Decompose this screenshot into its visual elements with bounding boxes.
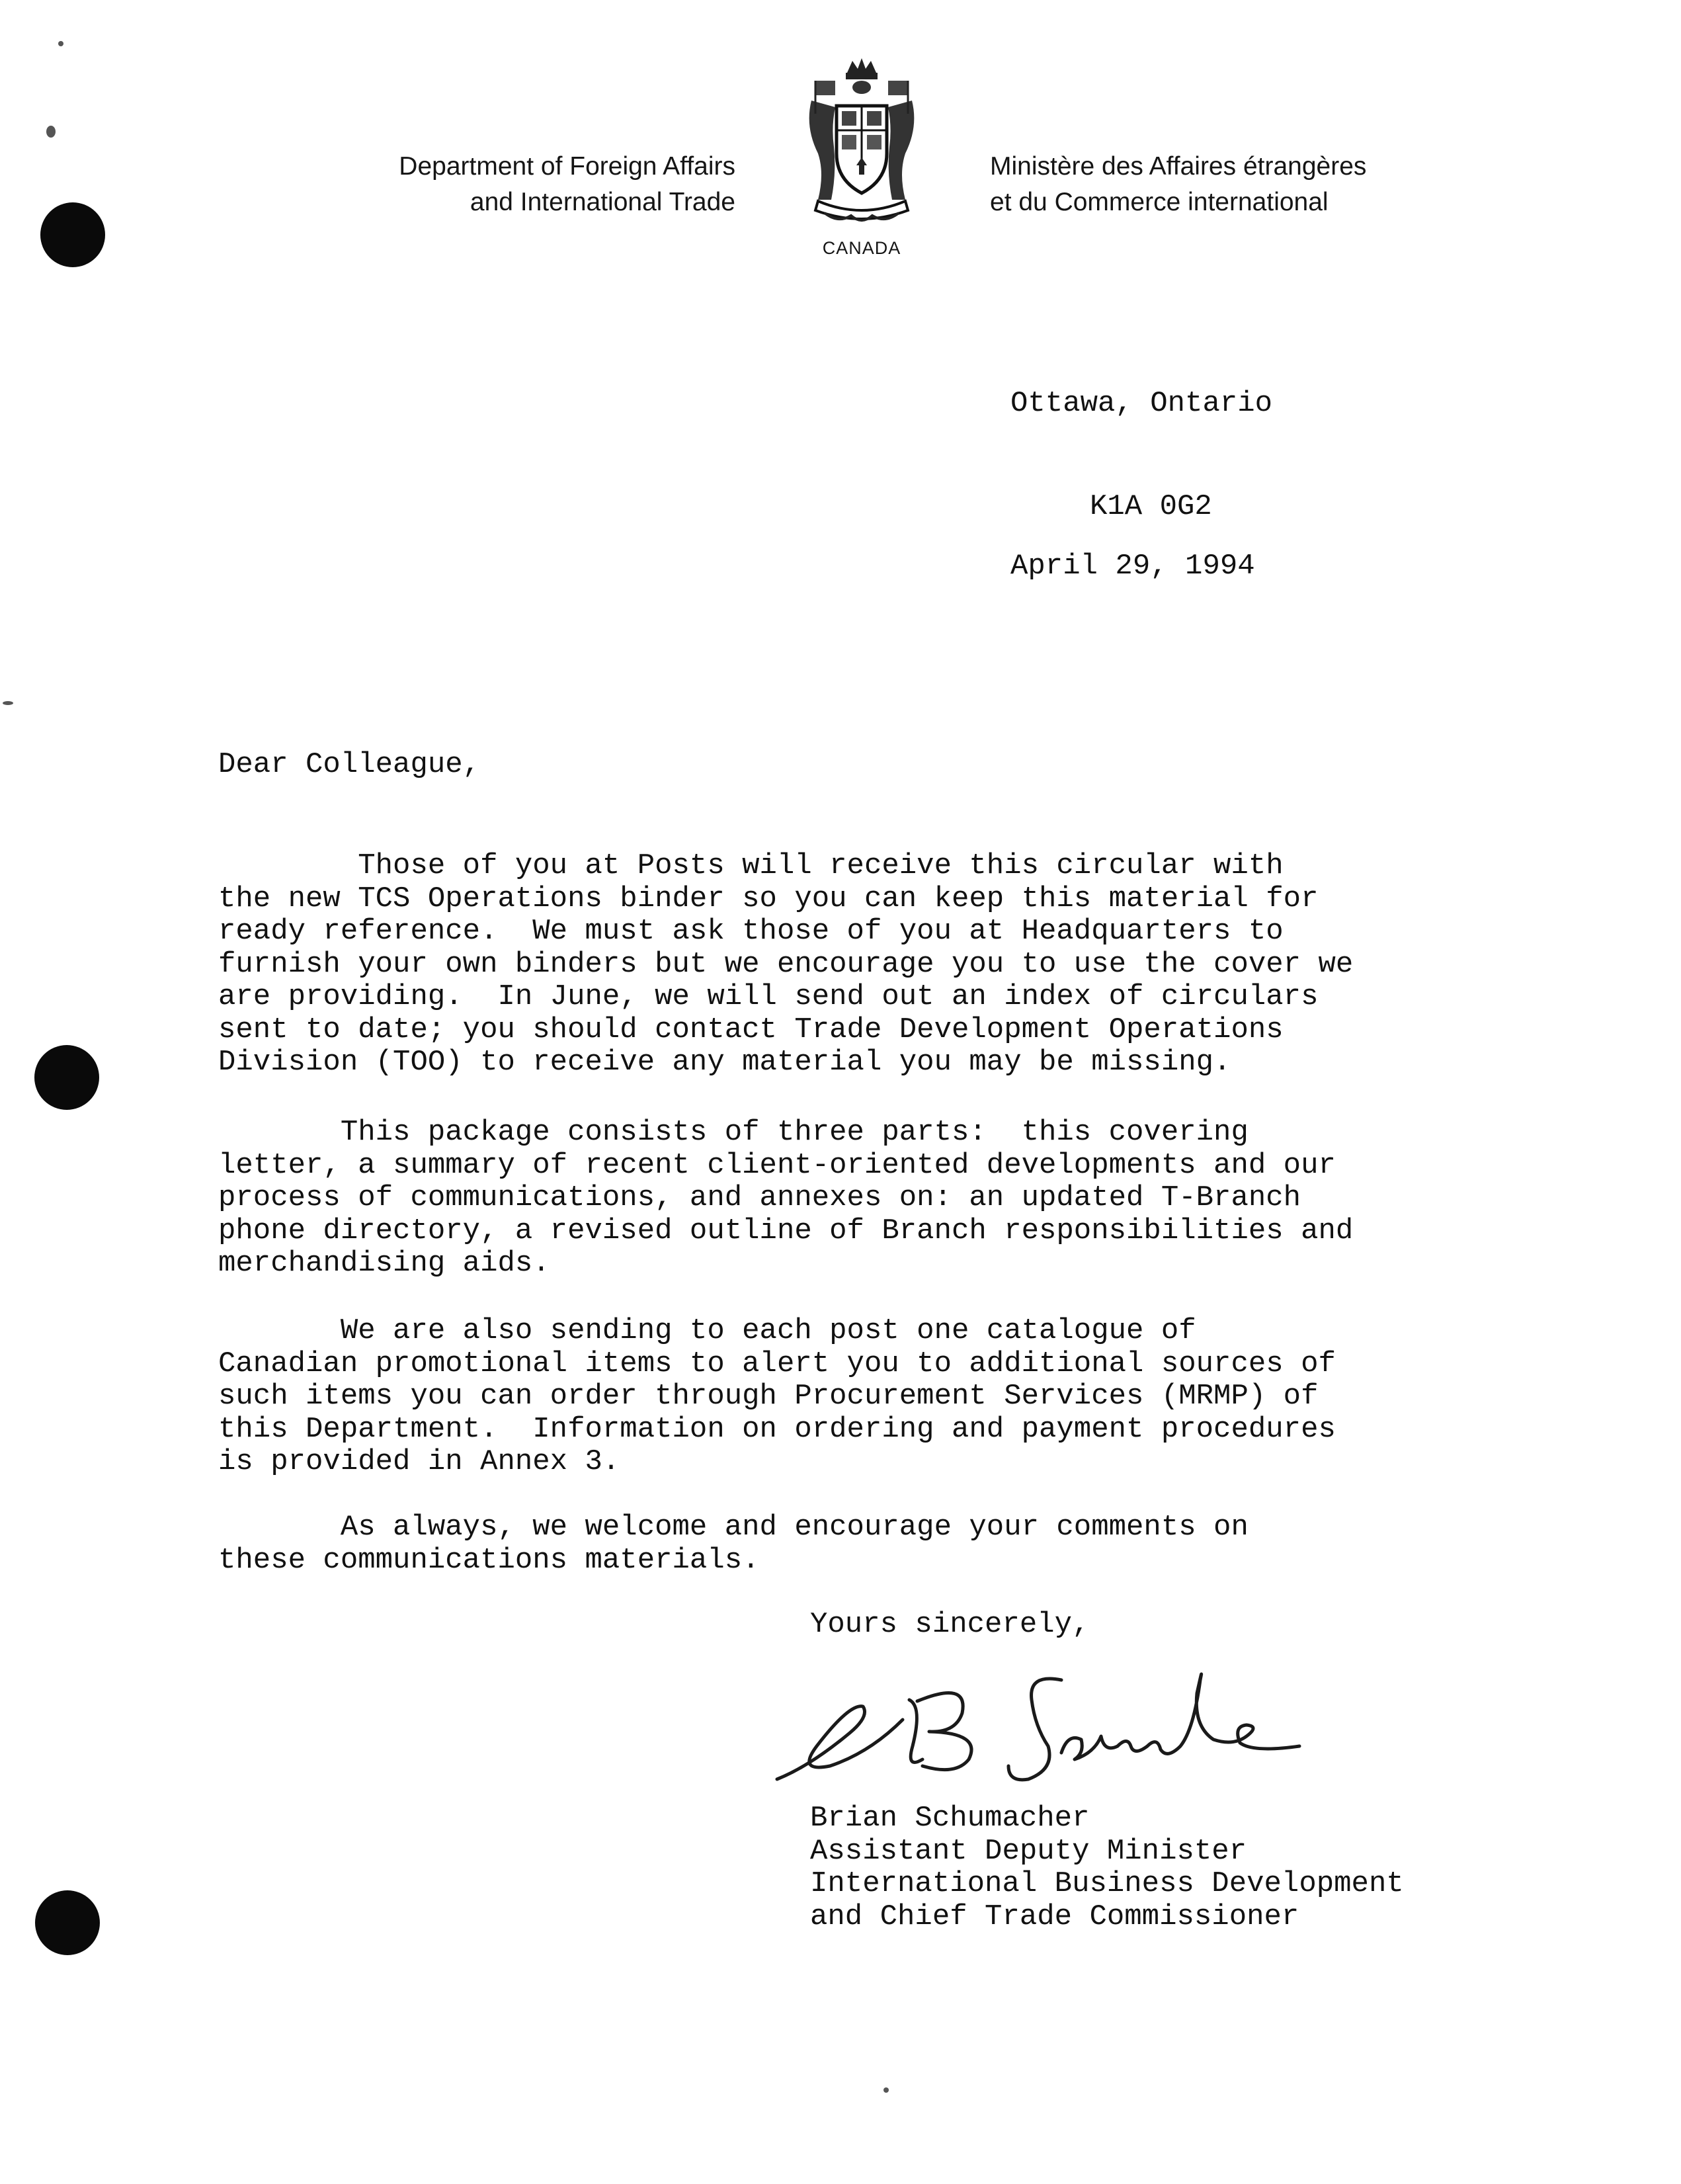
address-line-2: K1A 0G2	[1090, 490, 1212, 523]
punch-hole-bottom	[35, 1890, 100, 1955]
paragraph-line: is provided in Annex 3.	[218, 1445, 620, 1478]
body-paragraph-4	[218, 1511, 1508, 1577]
coat-of-arms-icon	[798, 54, 925, 228]
paragraph-line: sent to date; you should contact Trade Development Operations	[218, 1013, 1284, 1046]
paragraph-line: these communications materials.	[218, 1543, 760, 1577]
signatory-title-line: and Chief Trade Commissioner	[810, 1900, 1299, 1933]
crest-caption: CANADA	[822, 238, 901, 258]
punch-hole-top	[40, 202, 105, 267]
punch-hole-middle	[34, 1045, 99, 1110]
paragraph-line: such items you can order through Procurement Services (MRMP) of	[218, 1380, 1319, 1413]
department-name-english	[399, 149, 735, 220]
paragraph-line: furnish your own binders but we encourage you to use the cover we	[218, 947, 1354, 981]
signatory-block	[810, 1802, 1404, 1933]
paragraph-line: the new TCS Operations binder so you can keep this material for	[218, 882, 1319, 915]
department-name-french-line-2: et du Commerce international	[990, 188, 1329, 216]
paragraph-line: are providing. In June, we will send out an index of circulars	[218, 980, 1319, 1013]
paragraph-line: merchandising aids.	[218, 1247, 550, 1280]
paragraph-line: phone directory, a revised outline of Branch responsibilities and	[218, 1214, 1354, 1247]
paragraph-line: this Department. Information on ordering and payment procedures	[218, 1412, 1336, 1446]
paragraph-line: Those of you at Posts will receive this circular with	[218, 849, 1284, 882]
paragraph-line: This package consists of three parts: this covering	[218, 1116, 1249, 1149]
paragraph-line: As always, we welcome and encourage your comments on	[218, 1511, 1249, 1544]
department-name-english-line-2: and International Trade	[470, 188, 735, 216]
paragraph-line: Division (TOO) to receive any material you may be missing.	[218, 1046, 1231, 1079]
paragraph-line: process of communications, and annexes on: an updated T-Branch	[218, 1181, 1301, 1214]
paragraph-line: ready reference. We must ask those of you at Headquarters to	[218, 915, 1284, 948]
signatory-name: Brian Schumacher	[810, 1802, 1090, 1835]
body-paragraph-1	[218, 850, 1508, 1079]
scan-speck	[3, 701, 13, 705]
paragraph-line: Canadian promotional items to alert you to additional sources of	[218, 1347, 1336, 1380]
letter-date: April 29, 1994	[1010, 550, 1255, 583]
department-name-french	[990, 149, 1366, 220]
body-paragraph-2	[218, 1116, 1508, 1281]
scan-speck	[58, 41, 63, 46]
signatory-title-line: Assistant Deputy Minister	[810, 1834, 1247, 1868]
paragraph-line: letter, a summary of recent client-oriented developments and our	[218, 1148, 1336, 1182]
department-name-french-line-1: Ministère des Affaires étrangères	[990, 152, 1367, 181]
salutation: Dear Colleague,	[218, 748, 481, 781]
signature-icon	[770, 1654, 1313, 1792]
scan-speck	[883, 2087, 889, 2093]
scan-speck	[46, 126, 56, 138]
paragraph-line: We are also sending to each post one catalogue of	[218, 1314, 1196, 1347]
signatory-title-line: International Business Development	[810, 1867, 1404, 1900]
closing: Yours sincerely,	[810, 1608, 1090, 1641]
body-paragraph-3	[218, 1315, 1508, 1479]
department-name-english-line-1: Department of Foreign Affairs	[399, 152, 735, 181]
address-line-1: Ottawa, Ontario	[1010, 387, 1273, 420]
